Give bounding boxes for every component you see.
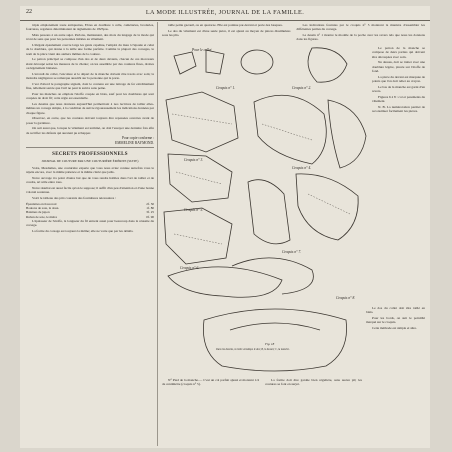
price-row: Baleines de jupon 3f. 25	[26, 210, 154, 215]
price-row: Épaulettes en tissu noir 2f. 50	[26, 201, 154, 206]
paragraph: L'élégant épaulement couvre large les gants capeline, l'emploi du tissu à l'épaule et celui de la doublure, qui donne à la taille une forme parfaite. Comme la plupart des corsages, le nom de la pièce vient des ateliers mêmes de la couture.	[26, 43, 154, 56]
figure-caption: Croquis n° 2.	[292, 86, 312, 90]
pattern-piece	[174, 52, 196, 74]
figure-caption: Croquis n° 8.	[336, 296, 356, 300]
paragraph: Notre résultat est aussi facile qu'on le suppose; il suffit d'un peu d'attention et d'une bonne volonté soutenue.	[26, 186, 154, 195]
figure-caption: Croquis n° 5.	[184, 208, 204, 212]
paragraph: Votre, Mesdames, une couturière experte que vous nous aviez connue autrefois vous le répète encore, avec la même patience et la même clarté que jadis.	[26, 166, 154, 175]
figure-caption: Croquis n° 4.	[292, 166, 312, 170]
paragraph: L'épaisseur de l'étoffe, la longueur du fil entrent aussi pour beaucoup dans la réussite du corsage.	[26, 218, 154, 228]
pattern-piece	[308, 48, 347, 82]
paragraph: N° Pied de la manche.— C'est un col parfait ajusté et montant 1/4 de centimètre (croquis n° 5).	[162, 378, 259, 387]
pattern-piece	[248, 180, 290, 244]
page-number: 22	[26, 9, 32, 15]
pattern-piece	[164, 208, 232, 264]
paragraph: Pour les manches on emploie l'étoffe coupée en biais, sauf pour les doublures qui sont coupées de droit fil; cette règle est essentielle.	[26, 91, 154, 101]
figure-caption: Pour le collet	[192, 48, 212, 52]
figure-caption: Croquis n° 7.	[282, 250, 302, 254]
paragraph: Le dos du collet doit être taillé en biais.	[366, 306, 425, 315]
bottom-text	[162, 378, 362, 444]
figure-caption: Croquis n° 3.	[184, 158, 204, 162]
pattern-piece	[230, 323, 320, 330]
left-column	[26, 23, 154, 445]
column-rule	[157, 22, 158, 446]
pattern-piece	[206, 50, 224, 74]
paragraph: Mais passons à un autre sujet. Parlons, maintenant, des mots du langage de la mode qui n'ont de sens que pour les personnes initiées au vêtement.	[26, 33, 154, 42]
paragraph: Pour les bords, on suit le pointillé marqué sur le croquis.	[366, 316, 425, 325]
figure-caption: Croquis n° 6.	[180, 266, 200, 270]
figure-note: Dans les dessins, la lettre A indique le dos; B, le devant; C, la manche.	[216, 348, 290, 351]
paragraph: Figures 6 à 8 : col et parements du vêtement.	[372, 94, 425, 104]
paragraph: N. B. La numérotation permet de reconstituer facilement les pièces.	[372, 104, 425, 114]
pattern-piece	[296, 174, 358, 240]
price-row: Ruban de soie, le mètre 0f. 90	[26, 214, 154, 219]
pattern-piece	[241, 50, 273, 74]
paragraph: Le bas de la manche est garni d'un revers.	[372, 84, 425, 94]
divider	[26, 147, 154, 148]
paragraph: C'est d'abord le paragraphe signalé, dont le contenu est une lettrage de fer extrêmement fine, tellement serrée que l'œil ne peut la suivre sans peine.	[26, 81, 154, 91]
right-side-column	[372, 46, 425, 296]
section-subtitle: JOURNAL DE COUTURE PAR UNE COUTURIÈRE ÉMÉRITE (SUITE)	[41, 159, 139, 164]
price-row: Boutons de soie, la douz. 1f. 80	[26, 205, 154, 210]
pattern-piece	[328, 100, 366, 168]
collar-figure	[200, 306, 350, 376]
paragraph: Observez, en outre, que les coutures doivent toujours être repassées ouvertes avant de poser la garniture.	[26, 116, 154, 125]
paragraph: triple emploiement toute antiquaires, Ebres en doublure à celle, caméraries, broderies, fourrures, regaleres déterminaient de règlements de 1825pas.	[26, 23, 154, 32]
paragraph: La pièce du devant est marquée de points que l'on doit relier au crayon.	[372, 74, 425, 84]
paragraph: La forme doit être gardée bien régulière, sans aucun pli; les coutures se font en surjet.	[265, 378, 362, 387]
paragraph: Le patron de la manche se compose de deux parties qui doivent être découpées avec soin.	[372, 46, 425, 59]
page-title: LA MODE ILLUSTRÉE, JOURNAL DE LA FAMILLE.	[145, 9, 305, 16]
signature: Pour copie conforme : EMMELINE RAYMOND.	[115, 136, 154, 145]
paragraph: Ne dessus, doit se traiter avec une doublure légère, placée sur l'étoffe de fond.	[372, 60, 425, 74]
paragraph: La forme du corsage est toujours la même; elle ne varie que par les détails.	[32, 228, 134, 233]
pattern-figures	[162, 44, 372, 304]
pattern-piece	[203, 309, 346, 371]
section-title: SECRETS PROFESSIONNELS	[52, 152, 128, 158]
paragraph: L'arrondi du collet, l'encolure et le départ de la manche doivent être tracés avec soin; la moindre négligence se remarque aussitôt sur la personne qui le porte.	[26, 71, 154, 81]
bottom-right-column	[366, 306, 425, 444]
paragraph: Les indications fournies par le croquis n° 5 montrent la manière d'assembler les différentes parties du corsage.	[296, 23, 425, 32]
magazine-page	[20, 6, 430, 448]
paragraph: On sait aussi que, lorsque le vêtement est terminé, on doit l'essayer une dernière fois afin de rectifier les défauts qui auraient pu échapper.	[26, 126, 154, 135]
paragraph: Voici le tableau des prix courants des fournitures nécessaires :	[32, 196, 117, 201]
paragraph: Notre ouvrage n'a point d'autre but que de vous rendre habiles dans l'art de tailler et de coudre, art utile entre tous.	[26, 176, 154, 185]
right-top-text	[162, 23, 425, 43]
figure-label: Fig. 18	[265, 342, 275, 346]
paragraph: taille petite gazouil, ou en quatorze. Elle est pointue par-devant et porte des basques.	[168, 23, 283, 27]
paragraph: Le patron principal se compose d'un dos et de deux devants, chacun de ces morceaux étant découpé selon les mesures de la cliente; on les assemble par des coutures fines, droites ou légèrement biaisées.	[26, 57, 154, 71]
pattern-piece	[254, 95, 326, 164]
figure-caption: Croquis n° 1.	[216, 86, 236, 90]
paragraph: Le dos du vêtement est d'une seule pièce, il est ajusté au moyen de pinces dissimulées sous les plis.	[162, 28, 291, 37]
page-header	[20, 6, 430, 21]
pattern-piece	[232, 258, 313, 294]
pattern-piece	[166, 92, 238, 152]
paragraph: Cette méthode est simple et sûre.	[372, 326, 417, 330]
pattern-piece	[168, 267, 282, 297]
paragraph: Les dessins que nous donnons aujourd'hui permettront à nos lectrices de tailler elles-mêmes un corsage simple, à la condition de suivre rigoureusement les indications données par chaque figure.	[26, 101, 154, 115]
paragraph: Le dessin n° 1 montre le modèle de la poche avec les revers tels que nous les donnons dans les figures.	[296, 33, 425, 42]
